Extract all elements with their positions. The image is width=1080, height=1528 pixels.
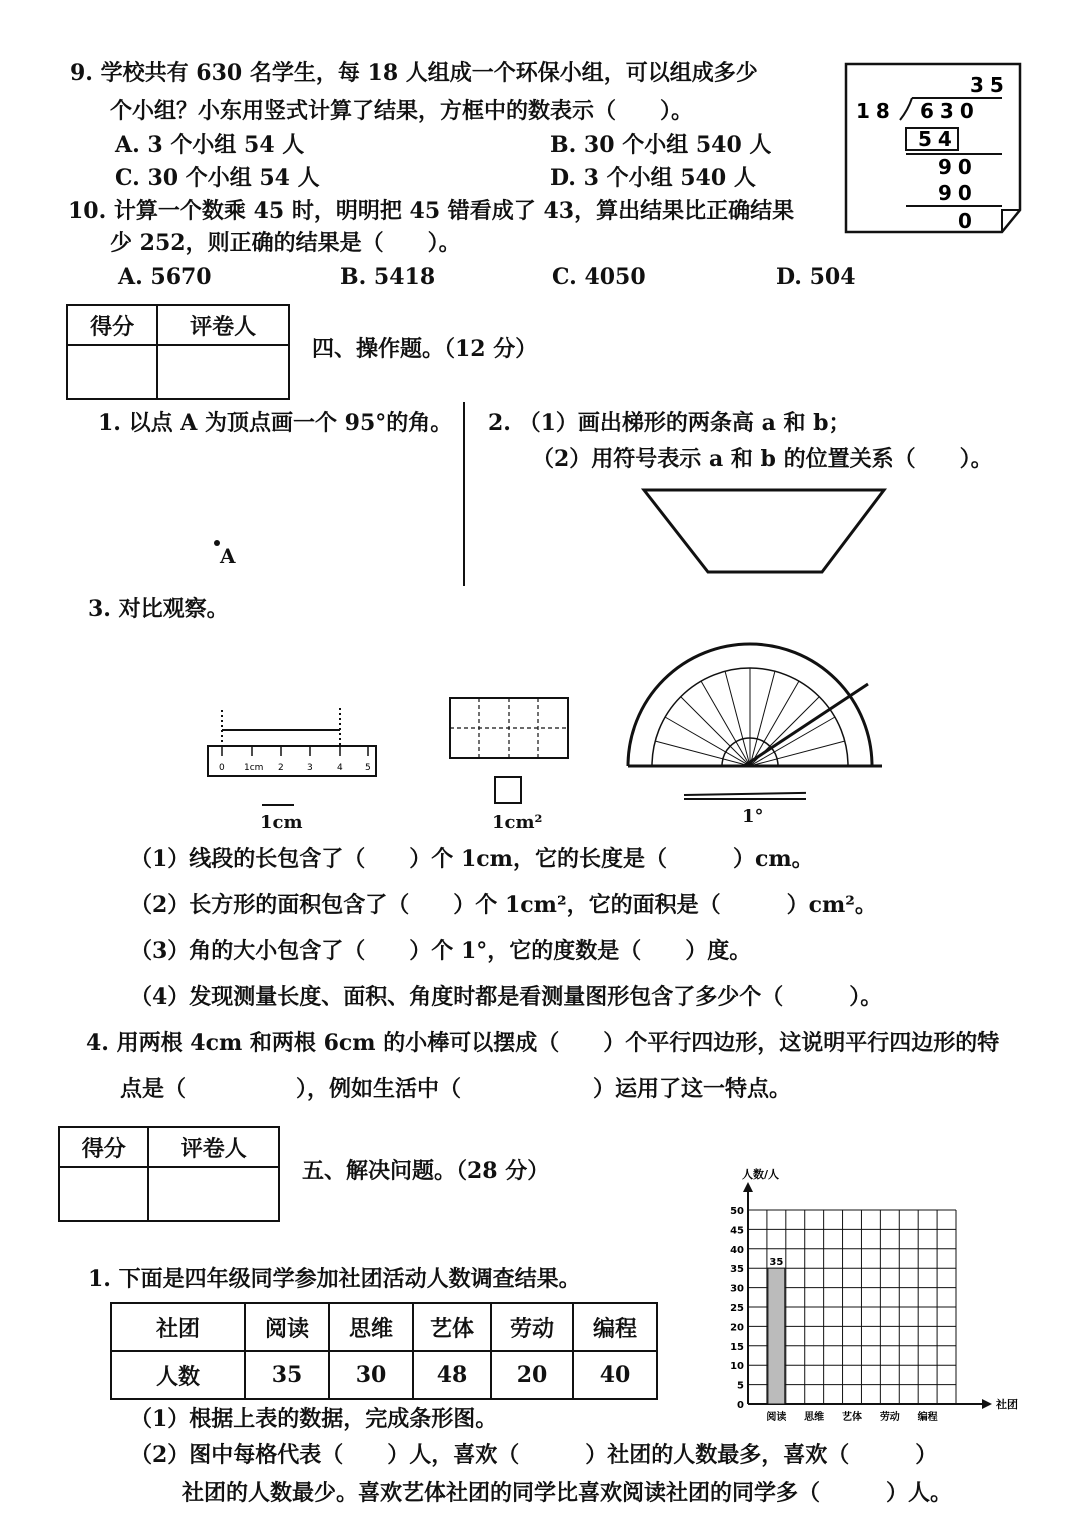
q9-option-a[interactable]: A. 3 个小组 54 人 (115, 132, 305, 158)
y-tick-label: 40 (730, 1244, 744, 1256)
problem1-text: 1. 下面是四年级同学参加社团活动人数调查结果。 (88, 1266, 581, 1292)
division-remainder: 0 (958, 209, 972, 233)
bar-data-label: 35 (769, 1257, 784, 1269)
y-tick-label: 25 (730, 1303, 744, 1314)
q10-line2: 少 252，则正确的结果是（ ）。 (110, 230, 461, 256)
op3-q2: （2）长方形的面积包含了（ ）个 1cm²，它的面积是（ ）cm²。 (130, 892, 877, 918)
division-divisor: 18 (856, 99, 896, 123)
x-axis-label: 社团 (996, 1398, 1018, 1411)
y-tick-label: 50 (730, 1206, 744, 1217)
x-tick-label: 编程 (917, 1412, 938, 1423)
problem1-q1: （1）根据上表的数据，完成条形图。 (130, 1406, 498, 1432)
table-header-club: 社团 (111, 1303, 245, 1351)
score-cell[interactable] (59, 1167, 148, 1221)
op1-text: 1. 以点 A 为顶点画一个 95°的角。 (98, 410, 453, 436)
long-division-figure (842, 60, 1026, 238)
q10-option-b[interactable]: B. 5418 (340, 264, 436, 290)
y-tick-label: 30 (730, 1283, 744, 1295)
table-value-thinking: 30 (329, 1351, 413, 1399)
y-axis-arrow (743, 1182, 753, 1192)
q9-option-d[interactable]: D. 3 个小组 540 人 (550, 165, 756, 191)
point-a-label: A (220, 544, 236, 568)
ruler-tick-3: 3 (307, 763, 313, 773)
bar-reading (768, 1268, 785, 1404)
grader-header: 评卷人 (148, 1127, 279, 1167)
table-header-labor: 劳动 (491, 1303, 573, 1351)
division-step2: 90 (938, 155, 978, 179)
y-tick-label: 10 (730, 1361, 744, 1373)
x-tick-label: 劳动 (879, 1412, 900, 1423)
grader-header: 评卷人 (157, 305, 289, 345)
table-value-labor: 20 (491, 1351, 573, 1399)
q9-option-b[interactable]: B. 30 个小组 540 人 (550, 132, 772, 158)
grid-rectangle-figure (448, 696, 570, 760)
q10-option-c[interactable]: C. 4050 (552, 264, 646, 290)
q9-line1: 9. 学校共有 630 名学生，每 18 人组成一个环保小组，可以组成多少 (70, 60, 758, 86)
division-step1: 54 (918, 127, 958, 151)
op3-q3: （3）角的大小包含了（ ）个 1°，它的度数是（ ）度。 (130, 938, 752, 964)
q9-line2: 个小组？小东用竖式计算了结果，方框中的数表示（ ）。 (110, 98, 694, 124)
ruler-figure (200, 700, 390, 784)
op4-line1: 4. 用两根 4cm 和两根 6cm 的小棒可以摆成（ ）个平行四边形，这说明平行四边形的特 (86, 1030, 1000, 1056)
y-tick-label: 0 (737, 1400, 744, 1411)
y-tick-label: 5 (737, 1380, 744, 1392)
division-quotient: 35 (970, 73, 1010, 97)
y-tick-label: 35 (730, 1264, 744, 1276)
table-header-coding: 编程 (573, 1303, 657, 1351)
ruler-tick-2: 2 (278, 763, 284, 773)
unit-cm2-label: 1cm² (492, 812, 543, 833)
section4-title: 四、操作题。（12 分） (312, 336, 538, 362)
grader-cell[interactable] (157, 345, 289, 399)
x-axis-arrow (982, 1399, 992, 1409)
op2-line2: （2）用符号表示 a 和 b 的位置关系（ ）。 (532, 446, 993, 472)
grader-cell[interactable] (148, 1167, 279, 1221)
score-header: 得分 (67, 305, 157, 345)
table-header-thinking: 思维 (329, 1303, 413, 1351)
club-data-table (110, 1302, 658, 1400)
score-cell[interactable] (67, 345, 157, 399)
table-value-reading: 35 (245, 1351, 329, 1399)
unit-degree-label: 1° (742, 806, 764, 827)
unit-cm-label: 1cm (260, 812, 303, 833)
division-step3: 90 (938, 181, 978, 205)
score-header: 得分 (59, 1127, 148, 1167)
q10-option-d[interactable]: D. 504 (776, 264, 856, 290)
op4-line2: 点是（ ），例如生活中（ ）运用了这一特点。 (120, 1076, 792, 1102)
division-dividend: 630 (920, 99, 980, 123)
op3-title: 3. 对比观察。 (88, 596, 229, 622)
vertical-divider (463, 402, 465, 586)
ruler-tick-5: 5 (365, 763, 371, 773)
op3-q1: （1）线段的长包含了（ ）个 1cm，它的长度是（ ）cm。 (130, 846, 814, 872)
table-value-coding: 40 (573, 1351, 657, 1399)
protractor-figure (622, 636, 884, 776)
y-axis-label: 人数/人 (742, 1168, 780, 1181)
op2-line1: 2. （1）画出梯形的两条高 a 和 b； (488, 410, 851, 436)
y-tick-label: 45 (730, 1225, 744, 1237)
problem1-q2-line2: 社团的人数最少。喜欢艺体社团的同学比喜欢阅读社团的同学多（ ）人。 (182, 1480, 953, 1506)
unit-cm-line (262, 804, 294, 806)
ruler-tick-0: 0 (219, 763, 225, 773)
score-table-section4 (66, 304, 290, 400)
score-table-section5 (58, 1126, 280, 1222)
table-header-arts: 艺体 (413, 1303, 491, 1351)
x-tick-label: 阅读 (766, 1412, 787, 1423)
y-tick-label: 15 (730, 1341, 744, 1353)
section5-title: 五、解决问题。（28 分） (302, 1158, 550, 1184)
unit-degree-line2 (684, 792, 806, 796)
ruler-tick-4: 4 (337, 763, 343, 773)
trapezoid-figure (640, 486, 890, 578)
unit-cm2-square (494, 776, 522, 804)
problem1-q2-line1: （2）图中每格代表（ ）人，喜欢（ ）社团的人数最多，喜欢（ ） (130, 1442, 938, 1468)
bar-chart (720, 1164, 1020, 1428)
q9-option-c[interactable]: C. 30 个小组 54 人 (115, 165, 320, 191)
q10-line1: 10. 计算一个数乘 45 时，明明把 45 错看成了 43，算出结果比正确结果 (68, 198, 795, 224)
unit-degree-line1 (684, 798, 806, 800)
x-tick-label: 艺体 (842, 1412, 862, 1423)
x-tick-label: 思维 (804, 1412, 825, 1423)
table-value-arts: 48 (413, 1351, 491, 1399)
y-tick-label: 20 (730, 1322, 744, 1334)
table-row-label: 人数 (111, 1351, 245, 1399)
q10-option-a[interactable]: A. 5670 (118, 264, 212, 290)
table-header-reading: 阅读 (245, 1303, 329, 1351)
ruler-tick-1: 1cm (244, 763, 264, 773)
op3-q4: （4）发现测量长度、面积、角度时都是看测量图形包含了多少个（ ）。 (130, 984, 883, 1010)
